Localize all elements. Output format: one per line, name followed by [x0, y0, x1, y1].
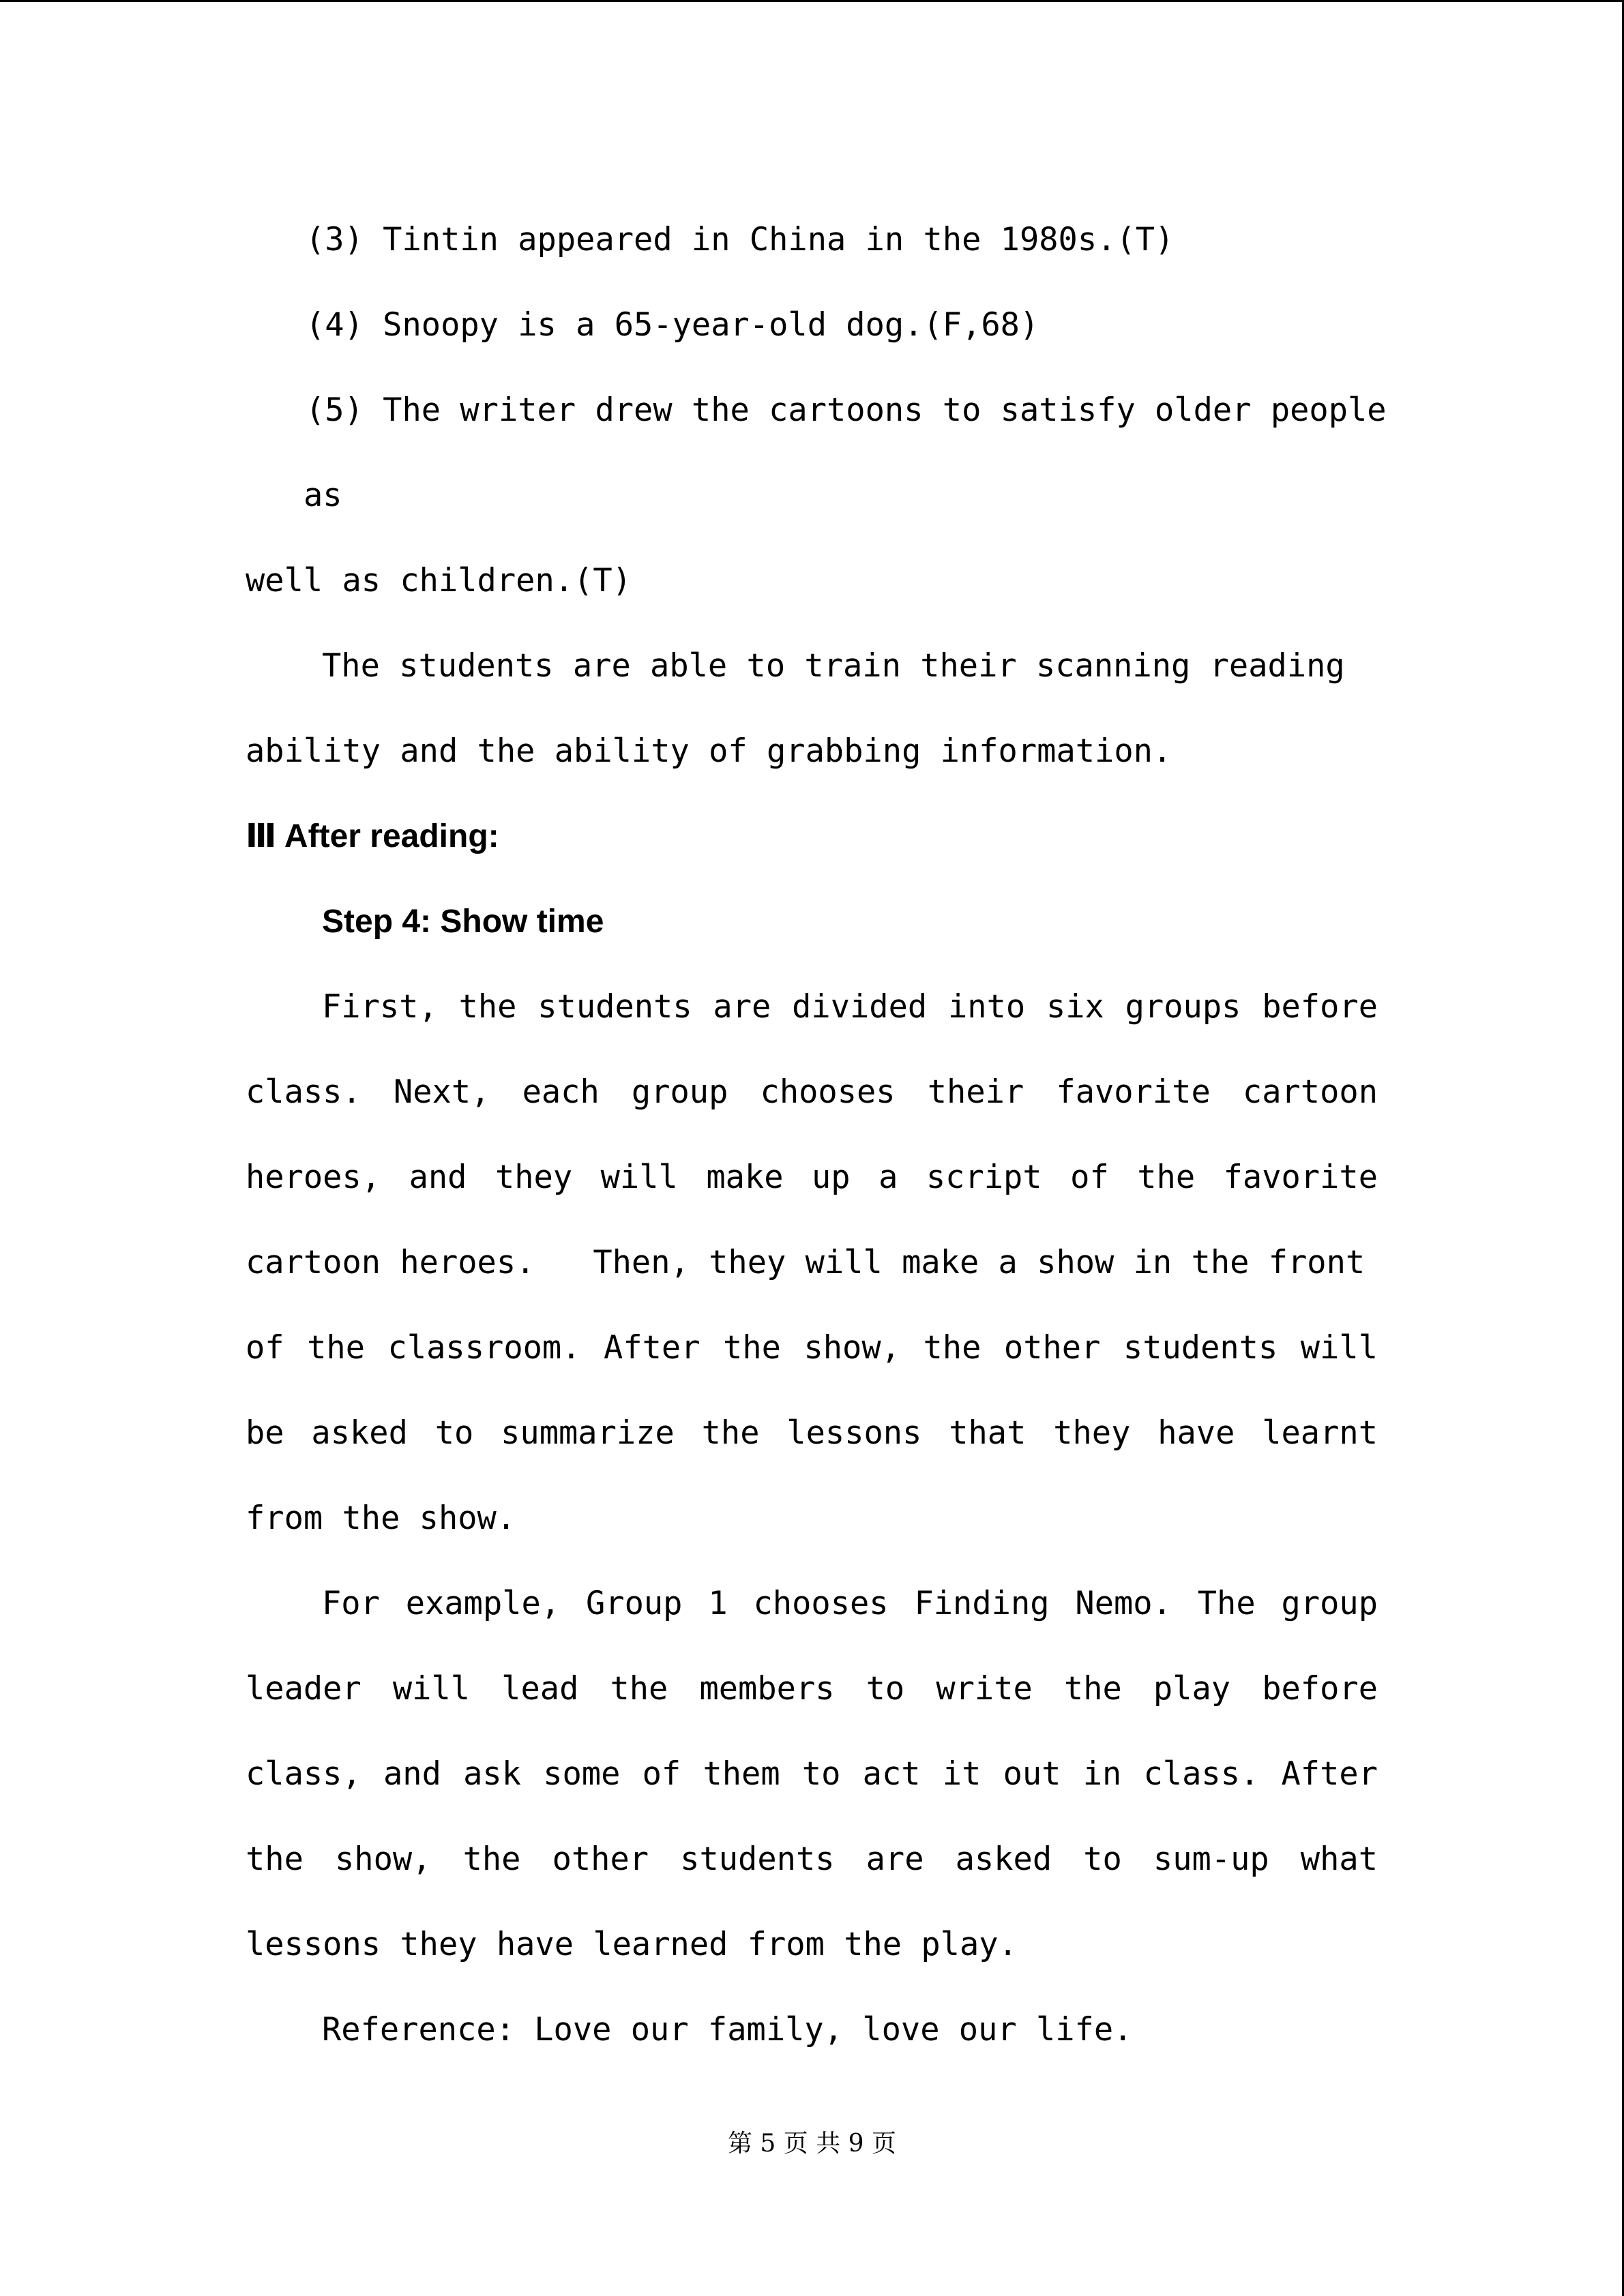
paragraph-1-line-6: be asked to summarize the lessons that they have learnt: [246, 1414, 1378, 1452]
item-5-line-2: as: [304, 477, 342, 514]
scanning-note-line-2: ability and the ability of grabbing information.: [246, 732, 1172, 770]
paragraph-2-line-4: the show, the other students are asked to sum-up what: [246, 1840, 1378, 1878]
item-3: (3) Tintin appeared in China in the 1980s.(T): [306, 221, 1175, 258]
paragraph-2-line-2: leader will lead the members to write the play before: [246, 1670, 1378, 1708]
paragraph-2-line-1: For example, Group 1 chooses Finding Nemo. The group: [322, 1585, 1378, 1622]
paragraph-2-line-3: class, and ask some of them to act it out in class. After: [246, 1755, 1378, 1793]
paragraph-1-line-7: from the show.: [246, 1500, 516, 1537]
step-heading: Step 4: Show time: [322, 904, 604, 940]
item-4: (4) Snoopy is a 65-year-old dog.(F,68): [306, 306, 1039, 344]
scanning-note-line-1: The students are able to train their scanning reading: [322, 647, 1345, 685]
page-footer: 第 5 页 共 9 页: [727, 2130, 897, 2158]
paragraph-1-line-3: heroes, and they will make up a script of the favorite: [246, 1159, 1378, 1196]
reference-line: Reference: Love our family, love our life.: [322, 2011, 1133, 2048]
item-5-line-3: well as children.(T): [246, 562, 632, 599]
paragraph-1-line-2: class. Next, each group chooses their favorite cartoon: [246, 1073, 1378, 1111]
paragraph-1-line-5: of the classroom. After the show, the other students will: [246, 1329, 1378, 1367]
paragraph-1-line-4: cartoon heroes. Then, they will make a show in the front: [246, 1244, 1365, 1281]
paragraph-2-line-5: lessons they have learned from the play.: [246, 1926, 1018, 1963]
item-5-line-1: (5) The writer drew the cartoons to satisfy older people: [306, 391, 1387, 429]
section-heading: Ⅲ After reading:: [246, 818, 499, 854]
page-border-top: [0, 0, 1624, 2]
paragraph-1-line-1: First, the students are divided into six groups before: [322, 988, 1378, 1026]
